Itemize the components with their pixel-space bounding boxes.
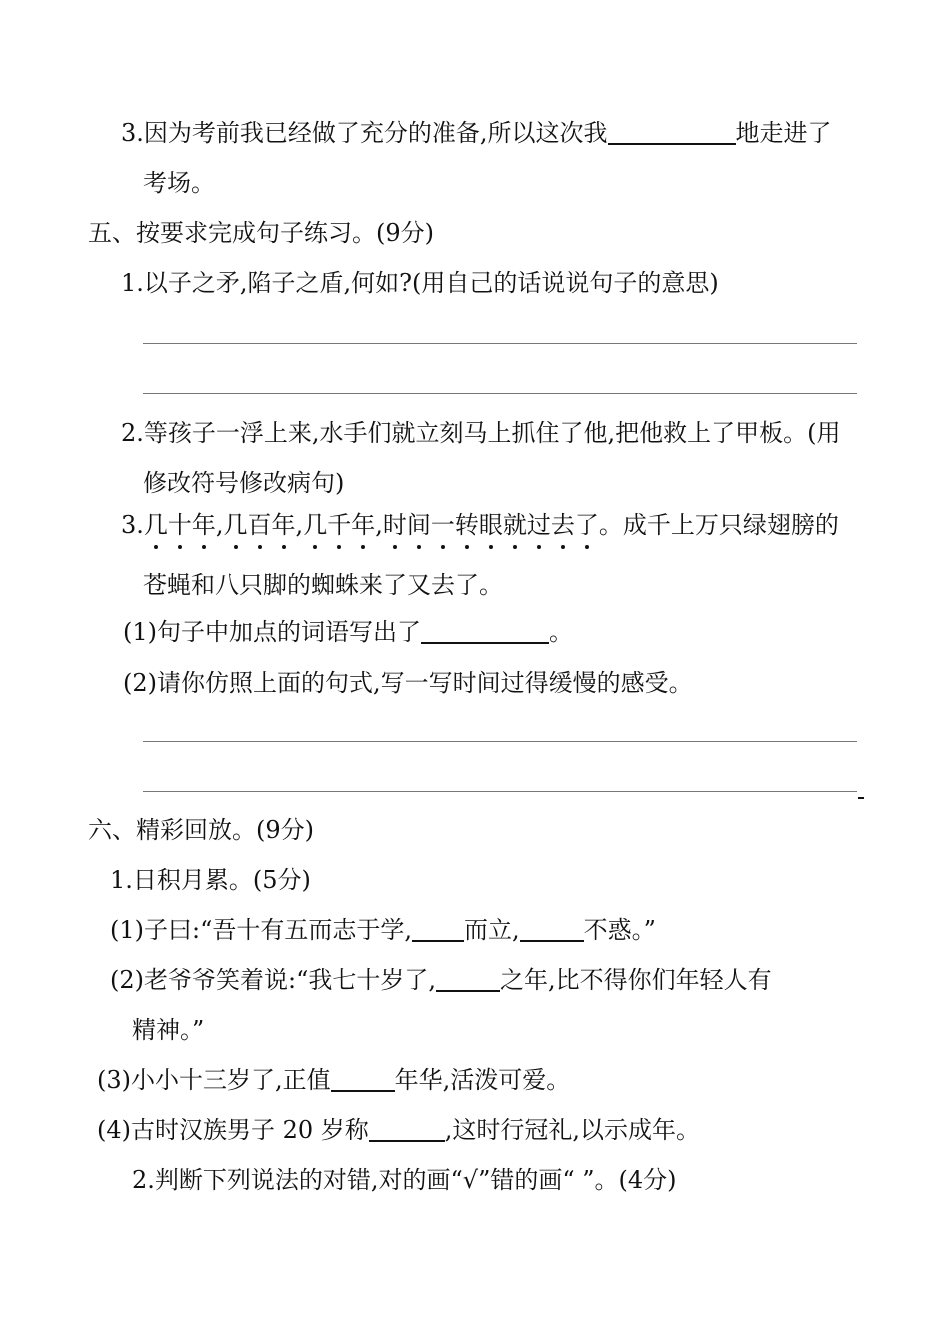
- section6-s1-c: 不惑。”: [583, 916, 656, 944]
- section5-sub1-after: 。: [549, 618, 573, 646]
- section6-s3-a: (3)小小十三岁了,正值: [97, 1066, 331, 1094]
- section5-item2-line1: 2.等孩子一浮上来,水手们就立刻马上抓住了他,把他救上了甲板。(用: [121, 419, 841, 447]
- section5-item2-line2: 修改符号修改病句): [143, 469, 345, 497]
- section6-s4: [97, 1115, 700, 1145]
- q4-item3-line2: 考场。: [143, 169, 215, 197]
- section6-s3: [97, 1065, 570, 1095]
- section6-item1-heading: 1.日积月累。(5分): [110, 866, 311, 894]
- section6-s1-blank2[interactable]: [520, 916, 584, 942]
- answer-line[interactable]: [143, 791, 857, 792]
- section6-s2-line2: 精神。”: [132, 1016, 205, 1044]
- section6-s2-blank[interactable]: [436, 966, 500, 992]
- section6-s4-a: (4)古时汉族男子 20 岁称: [97, 1116, 369, 1144]
- section5-item3-prefix: 3.: [121, 511, 144, 539]
- answer-line[interactable]: [143, 343, 857, 344]
- section6-s4-blank[interactable]: [369, 1116, 445, 1142]
- section6-s2-b: 之年,比不得你们年轻人有: [499, 966, 772, 994]
- section5-item1: 1.以子之矛,陷子之盾,何如?(用自己的话说说句子的意思): [121, 269, 719, 297]
- section5-heading: 五、按要求完成句子练习。(9分): [88, 219, 434, 247]
- q4-item3-line1: [121, 118, 832, 148]
- q4-item3-text-after: 地走进了: [735, 119, 832, 147]
- section6-s1-a: (1)子曰:“吾十有五而志于学,: [110, 916, 412, 944]
- answer-line[interactable]: [143, 393, 857, 394]
- emphasized-words: 几十年,几百年,几千年,时间一转眼就过去了: [143, 511, 599, 539]
- section6-s2: [110, 965, 772, 995]
- q4-item3-text-before: 3.因为考前我已经做了充分的准备,所以这次我: [121, 119, 608, 147]
- margin-mark: [858, 797, 864, 799]
- section6-s3-b: 年华,活泼可爱。: [394, 1066, 571, 1094]
- section6-s1-b: 而立,: [463, 916, 520, 944]
- section5-sub1-before: (1)句子中加点的词语写出了: [123, 618, 421, 646]
- q4-item3-blank[interactable]: [608, 119, 736, 145]
- section6-s4-b: ,这时行冠礼,以示成年。: [444, 1116, 701, 1144]
- section5-sub1-blank[interactable]: [421, 618, 549, 644]
- section5-item3-suffix: 。成千上万只绿翅膀的: [598, 511, 839, 539]
- section5-sub2: (2)请你仿照上面的句式,写一写时间过得缓慢的感受。: [123, 669, 693, 697]
- section5-item3-line1: [121, 510, 839, 540]
- section6-heading: 六、精彩回放。(9分): [88, 816, 314, 844]
- section6-s2-a: (2)老爷爷笑着说:“我七十岁了,: [110, 966, 436, 994]
- section6-s1-blank1[interactable]: [412, 916, 464, 942]
- answer-line[interactable]: [143, 741, 857, 742]
- section6-s3-blank[interactable]: [331, 1066, 395, 1092]
- section5-item3-line2: 苍蝇和八只脚的蜘蛛来了又去了。: [143, 571, 503, 599]
- section5-sub1: [123, 617, 573, 647]
- section6-s1: [110, 915, 656, 945]
- section6-item2: 2.判断下列说法的对错,对的画“√”错的画“ ”。(4分): [132, 1166, 677, 1194]
